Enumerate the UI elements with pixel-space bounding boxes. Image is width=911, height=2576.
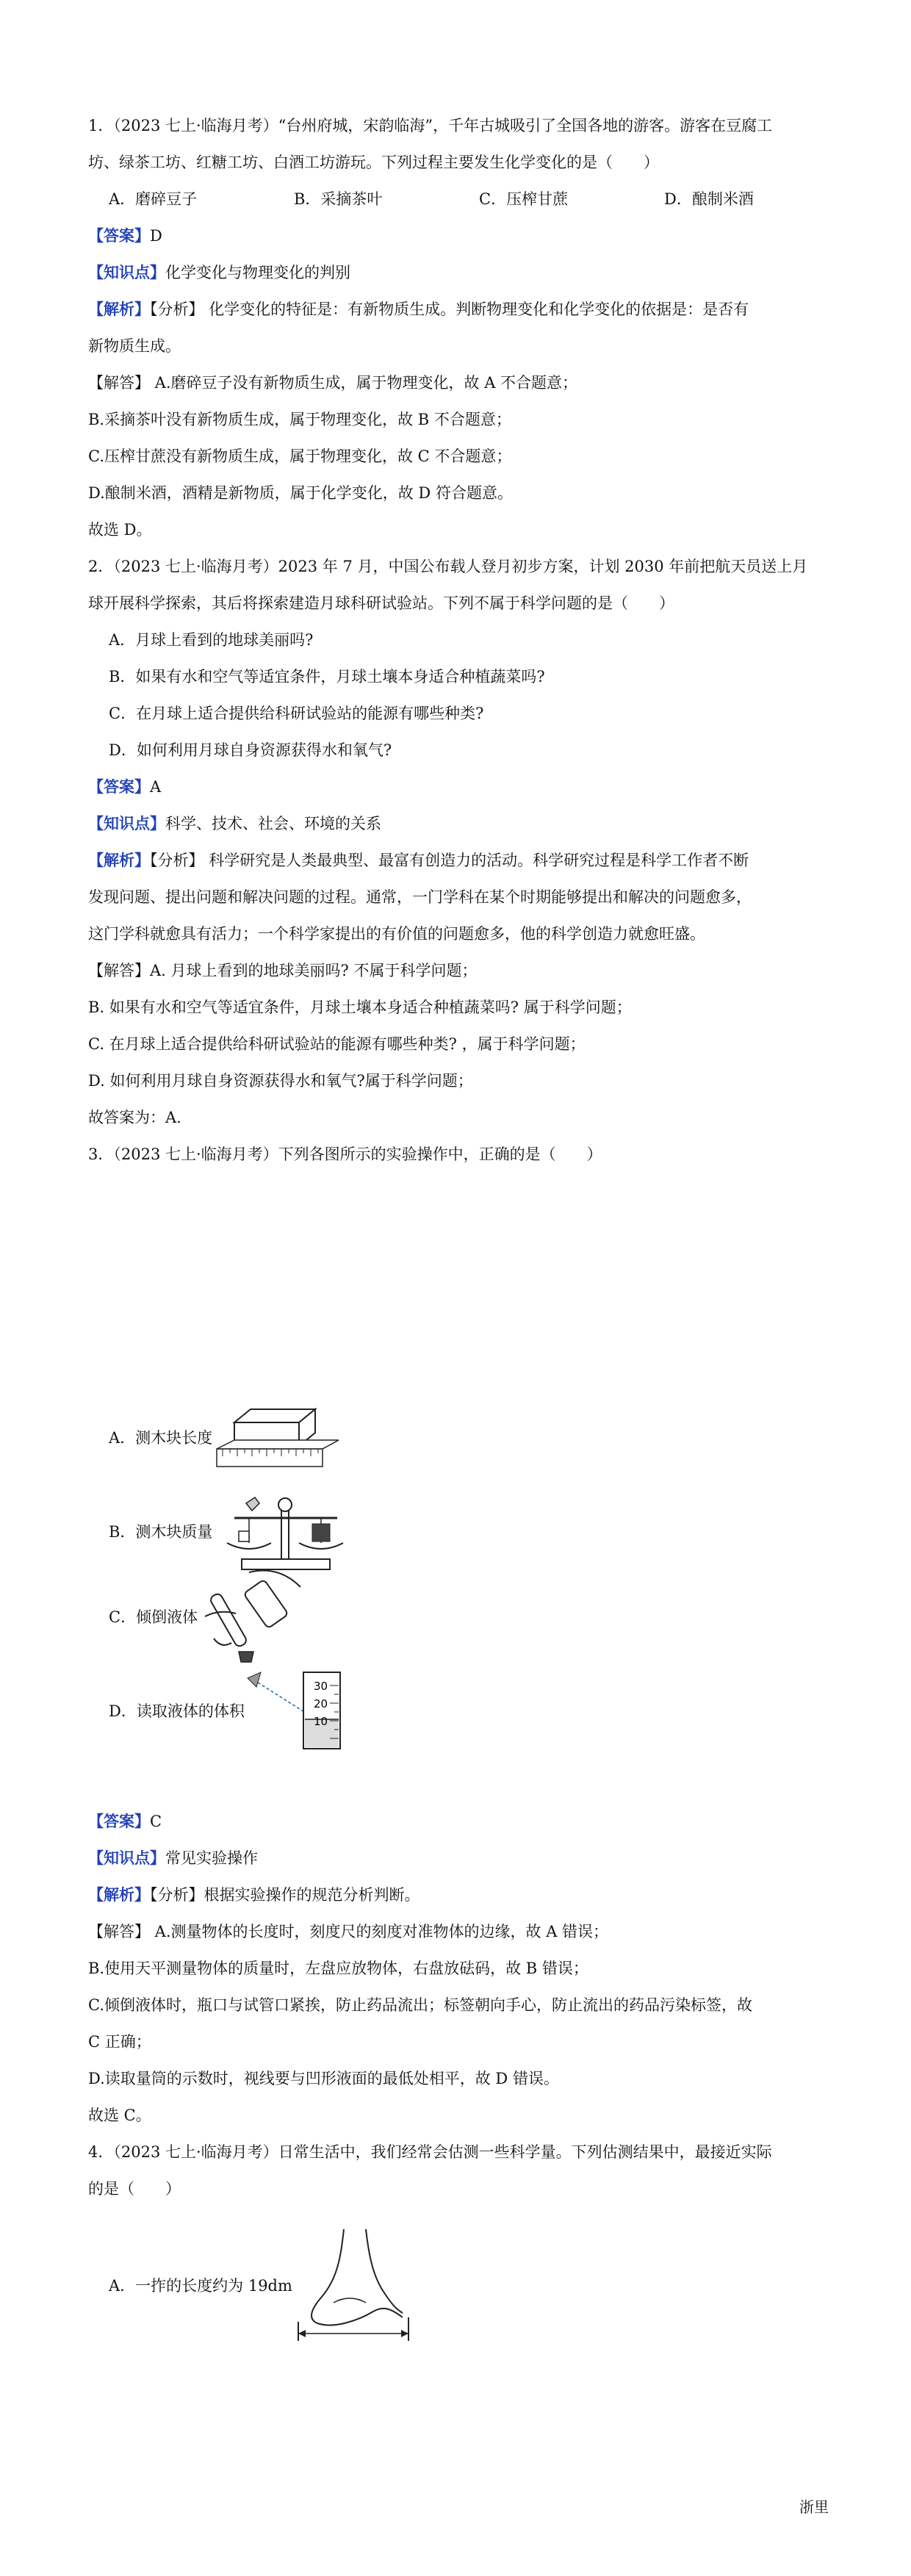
q2-answer <box>88 769 830 805</box>
answer-tag: 【答案】 <box>88 777 150 796</box>
q3-stem: 3．（2023 七上·临海月考）下列各图所示的实验操作中，正确的是（ ） <box>88 1145 602 1163</box>
q1-option-a: A．磨碎豆子 <box>109 190 198 208</box>
q3-solution-line4: C 正确； <box>88 2033 151 2051</box>
analysis-tag: 【解析】 <box>88 851 150 869</box>
q1-stem-line1: 1．（2023 七上·临海月考）“台州府城，宋韵临海”，千年古城吸引了全国各地的游客。游客在豆腐工 <box>88 117 773 134</box>
q1-solution-line3: C.压榨甘蔗没有新物质生成，属于物理变化，故 C 不合题意； <box>88 447 512 465</box>
q2-solution-line1: 【解答】A. 月球上看到的地球美丽吗? 不属于科学问题； <box>88 962 478 979</box>
q2-option-a: A．月球上看到的地球美丽吗? <box>109 631 314 649</box>
q2-solution-line2: B. 如果有水和空气等适宜条件，月球土壤本身适合种植蔬菜吗? 属于科学问题； <box>88 999 632 1016</box>
hand-span-figure <box>292 2226 417 2344</box>
q1-analysis-line2: 新物质生成。 <box>88 337 181 355</box>
cylinder-tick-20: 20 <box>313 1697 328 1710</box>
q1-knowledge-point <box>88 254 830 291</box>
q2-knowledge-point <box>88 805 830 842</box>
q2-answer-value: A <box>150 778 162 796</box>
q3-option-d-row <box>109 1669 355 1752</box>
q3-option-c-row <box>109 1565 308 1668</box>
q4-option-a: A．一拃的长度约为 19dm <box>109 2277 292 2295</box>
q1-stem-line2: 坊、绿茶工坊、红糖工坊、白酒工坊游玩。下列过程主要发生化学变化的是（ ） <box>88 154 659 171</box>
q4-stem-line2: 的是（ ） <box>88 2180 181 2198</box>
knowledge-point-tag: 【知识点】 <box>88 1849 165 1867</box>
q1-answer <box>88 217 830 254</box>
q1-option-b: B．采摘茶叶 <box>294 190 383 208</box>
q3-analysis-line1 <box>88 1877 830 1913</box>
cylinder-tick-30: 30 <box>313 1680 328 1693</box>
q3-option-b-row <box>109 1489 352 1574</box>
knowledge-point-tag: 【知识点】 <box>88 263 165 281</box>
q1-analysis-line1 <box>88 291 830 328</box>
answer-tag: 【答案】 <box>88 226 150 245</box>
q2-analysis-text1: 【分析】 科学研究是人类最典型、最富有创造力的活动。科学研究过程是科学工作者不断 <box>150 852 749 869</box>
cylinder-tick-10: 10 <box>313 1715 328 1728</box>
q2-analysis-line3: 这门学科就愈具有活力；一个科学家提出的有价值的问题愈多，他的科学创造力就愈旺盛。 <box>88 925 705 943</box>
balance-figure <box>212 1489 352 1574</box>
ruler-block-figure <box>212 1402 345 1472</box>
q3-knowledge-point <box>88 1840 830 1877</box>
page-footer-label: 浙里 <box>799 2498 829 2516</box>
q3-solution-line5: D.读取量筒的示数时，视线要与凹形液面的最低处相平，故 D 错误。 <box>88 2070 559 2087</box>
graduated-cylinder-figure <box>245 1669 355 1752</box>
q1-options <box>109 181 851 217</box>
q3-solution-line1: 【解答】 A.测量物体的长度时，刻度尺的刻度对准物体的边缘，故 A 错误； <box>88 1923 609 1940</box>
answer-tag: 【答案】 <box>88 1812 150 1830</box>
q1-option-c: C．压榨甘蔗 <box>479 190 569 208</box>
q3-knowledge-point-text: 常见实验操作 <box>165 1849 258 1867</box>
q3-option-d: D．读取液体的体积 <box>109 1702 245 1720</box>
q1-option-d: D．酿制米酒 <box>664 190 754 208</box>
q4-option-a-row <box>109 2226 417 2344</box>
q3-answer-value: C <box>150 1813 162 1830</box>
q1-solution-line2: B.采摘茶叶没有新物质生成，属于物理变化，故 B 不合题意； <box>88 411 511 428</box>
q3-final: 故选 C。 <box>88 2107 151 2124</box>
q2-option-d: D．如何利用月球自身资源获得水和氧气? <box>109 741 392 759</box>
q2-stem-line2: 球开展科学探索，其后将探索建造月球科研试验站。下列不属于科学问题的是（ ） <box>88 594 674 612</box>
q2-final: 故答案为：A. <box>88 1109 181 1126</box>
q1-solution-line4: D.酿制米酒，酒精是新物质，属于化学变化，故 D 符合题意。 <box>88 484 513 502</box>
q3-solution-line2: B.使用天平测量物体的质量时，左盘应放物体，右盘放砝码，故 B 错误； <box>88 1960 588 1977</box>
q1-analysis-text1: 【分析】 化学变化的特征是：有新物质生成。判断物理变化和化学变化的依据是：是否有 <box>150 301 749 318</box>
q2-knowledge-point-text: 科学、技术、社会、环境的关系 <box>165 815 381 832</box>
q2-option-c: C．在月球上适合提供给科研试验站的能源有哪些种类? <box>109 705 484 722</box>
q3-option-a: A．测木块长度 <box>109 1429 213 1447</box>
q4-stem-line1: 4．（2023 七上·临海月考）日常生活中，我们经常会估测一些科学量。下列估测结果中，最接近实际 <box>88 2143 772 2161</box>
q3-option-a-row <box>109 1402 345 1472</box>
q2-analysis-line2: 发现问题、提出问题和解决问题的过程。通常，一门学科在某个时期能够提出和解决的问题愈多， <box>88 888 752 906</box>
q1-final: 故选 D。 <box>88 521 152 539</box>
pouring-liquid-figure <box>198 1565 308 1668</box>
q3-option-b: B．测木块质量 <box>109 1523 213 1541</box>
q1-answer-value: D <box>150 227 162 245</box>
q2-option-b: B．如果有水和空气等适宜条件，月球土壤本身适合种植蔬菜吗? <box>109 668 545 686</box>
q2-solution-line4: D. 如何利用月球自身资源获得水和氧气?属于科学问题； <box>88 1072 473 1090</box>
analysis-tag: 【解析】 <box>88 300 150 318</box>
q2-stem-line1: 2．（2023 七上·临海月考）2023 年 7 月，中国公布载人登月初步方案，计划 2030 年前把航天员送上月 <box>88 558 808 575</box>
q2-solution-line3: C. 在月球上适合提供给科研试验站的能源有哪些种类? ，属于科学问题； <box>88 1035 586 1053</box>
analysis-tag: 【解析】 <box>88 1885 150 1904</box>
q2-analysis-line1 <box>88 842 830 879</box>
q3-solution-line3: C.倾倒液体时，瓶口与试管口紧挨，防止药品流出；标签朝向手心，防止流出的药品污染标签，故 <box>88 1996 752 2014</box>
q1-solution-line1: 【解答】 A.磨碎豆子没有新物质生成，属于物理变化，故 A 不合题意； <box>88 374 578 392</box>
q3-answer <box>88 1803 830 1840</box>
knowledge-point-tag: 【知识点】 <box>88 814 165 832</box>
q3-option-c: C．倾倒液体 <box>109 1608 198 1626</box>
q3-analysis-text1: 【分析】根据实验操作的规范分析判断。 <box>150 1886 420 1904</box>
q1-knowledge-point-text: 化学变化与物理变化的判别 <box>165 264 350 281</box>
